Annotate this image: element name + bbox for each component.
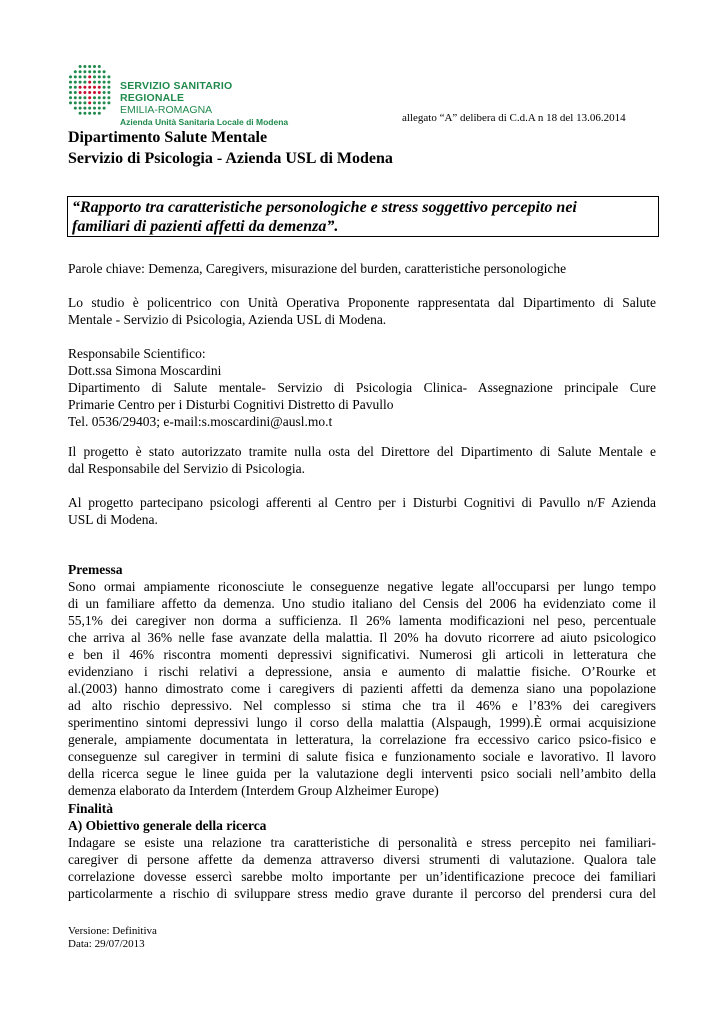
premessa-line: Sono ormai ampiamente riconosciute le conseguenze negative legate all'occuparsi per lungo tempo: [68, 579, 656, 594]
premessa-line: di un familiare affetto da demenza. Uno studio italiano del Censis del 2006 ha evidenziato come il: [68, 596, 656, 611]
authorized-paragraph: [68, 443, 656, 477]
logo-dot: [79, 101, 82, 104]
logo-dot: [88, 86, 91, 89]
responsible-contact: Tel. 0536/29403; e-mail:s.moscardini@ausl.mo.t: [68, 414, 333, 429]
premessa-heading: Premessa: [68, 562, 123, 577]
logo-dot: [103, 70, 106, 73]
logo-dot: [93, 107, 96, 110]
finalita-heading: Finalità: [68, 801, 114, 816]
logo-dot: [103, 86, 106, 89]
logo-dot: [107, 75, 110, 78]
premessa-line: al.(2003) hanno dimostrato come i caregivers di pazienti affetti da demenza siano una popolazione: [68, 681, 656, 696]
logo-dot: [79, 75, 82, 78]
logo-dot: [103, 107, 106, 110]
logo-dot: [107, 96, 110, 99]
premessa-line: sperimentino sintomi depressivi lungo il corso della malattia (Alspaugh, 1999).È ormai acquisizione: [68, 715, 656, 730]
logo-dot: [98, 65, 101, 68]
logo-dot: [93, 91, 96, 94]
logo-dot: [79, 81, 82, 84]
logo-dot: [83, 91, 86, 94]
premessa-line: evidenziano i rischi relativi a depressione, ansia e aumento di malattie fisiche. O’Rourke et: [68, 664, 656, 679]
participants-line-2: USL di Modena.: [68, 512, 158, 527]
logo-dot: [103, 75, 106, 78]
logo-dot: [103, 101, 106, 104]
finalita-line: correlazione dovesse essercì sarebbe molto importante per un’identificazione precoce dei familiari: [68, 869, 656, 884]
premessa-line: ad alto rischio depressivo. Nel complesso si stima che tra il 46% e l’83% dei caregivers: [68, 698, 656, 713]
department-line-1: Dipartimento Salute Mentale: [68, 129, 268, 146]
finalita-subheading: A) Obiettivo generale della ricerca: [68, 818, 267, 833]
study-paragraph: [68, 294, 656, 328]
responsible-line-1: Dipartimento di Salute mentale- Servizio di Psicologia Clinica- Assegnazione principale Cure: [68, 380, 656, 395]
logo-dot: [69, 101, 72, 104]
premessa-line: che arriva al 36% nelle fase avanzate della malattia. Il 20% ha dovuto ricorrere ad aiuto psicologico: [68, 630, 656, 645]
keywords: [68, 260, 656, 277]
finalita-line: caregiver di persone affette da demenza attraverso diversi strumenti di valutazione. Qualora tale: [68, 852, 656, 867]
logo-dot: [93, 75, 96, 78]
finalita-line: particolarmente a rischio di sviluppare stress medio grave durante il percorso del prendersi cura del: [68, 886, 656, 901]
logo-dot: [79, 112, 82, 115]
logo-dot: [107, 86, 110, 89]
logo-dot: [93, 96, 96, 99]
logo-dot: [83, 101, 86, 104]
logo-dot: [93, 101, 96, 104]
responsible-line-2: Primarie Centro per i Disturbi Cognitivi Distretto di Pavullo: [68, 397, 394, 412]
logo-dot: [98, 91, 101, 94]
participants-paragraph: [68, 494, 656, 528]
logo-dot: [69, 96, 72, 99]
dot-grid-logo-icon: [68, 64, 112, 116]
logo-dot: [107, 101, 110, 104]
responsible-name: Dott.ssa Simona Moscardini: [68, 363, 222, 378]
logo-dot: [98, 86, 101, 89]
logo-dot: [88, 112, 91, 115]
footer-date: Data: 29/07/2013: [68, 938, 145, 950]
premessa-line: e ben il 46% riscontra momenti depressivi significativi. Numerosi gli articoli in letteratura che: [68, 647, 656, 662]
logo-dot: [79, 107, 82, 110]
logo-dot: [93, 86, 96, 89]
study-title-line-1: “Rapporto tra caratteristiche personologiche e stress soggettivo percepito nei: [72, 199, 577, 216]
keywords-text: Parole chiave: Demenza, Caregivers, misurazione del burden, caratteristiche personologiche: [68, 261, 567, 276]
logo-text: [120, 80, 298, 128]
participants-line-1: Al progetto partecipano psicologi afferenti al Centro per i Disturbi Cognitivi di Pavullo n/F Azienda: [68, 495, 656, 510]
logo-dot: [93, 112, 96, 115]
finalita-section: [68, 800, 656, 902]
logo-dot: [79, 65, 82, 68]
logo-dot: [98, 96, 101, 99]
logo-line-3: Azienda Unità Sanitaria Locale di Modena: [120, 117, 289, 127]
logo-dot: [74, 101, 77, 104]
premessa-line: generale, ampiamente documentata in letteratura, la correlazione fra eccessivo carico psico-fisico e: [68, 732, 656, 747]
premessa-line: della ricerca segue le linee guida per la valutazione degli interventi psico sociali nell’ambito della: [68, 766, 656, 781]
logo-dot: [98, 101, 101, 104]
logo-dot: [83, 75, 86, 78]
logo-dot: [107, 81, 110, 84]
logo-dot: [83, 70, 86, 73]
logo-dot: [88, 75, 91, 78]
logo-dot: [88, 107, 91, 110]
logo-dot: [69, 75, 72, 78]
logo-dot: [103, 96, 106, 99]
authorized-line-2: dal Responsabile del Servizio di Psicologia.: [68, 461, 305, 476]
responsible-paragraph: [68, 345, 656, 430]
logo-dot: [88, 65, 91, 68]
logo-dot: [93, 70, 96, 73]
study-line-2: Mentale - Servizio di Psicologia, Azienda USL di Modena.: [68, 312, 387, 327]
logo-dot: [88, 70, 91, 73]
authorized-line-1: Il progetto è stato autorizzato tramite nulla osta del Direttore del Dipartimento di Salute Mentale e: [68, 444, 656, 459]
finalita-line: Indagare se esiste una relazione tra caratteristiche di personalità e stress percepito nei familiari-: [68, 835, 656, 850]
study-title-box: [67, 196, 659, 237]
logo-dot: [103, 91, 106, 94]
premessa-line: 55,1% dei caregiver non dorma a sufficienza. Il 26% lamenta modificazioni nel peso, percentuale: [68, 613, 656, 628]
logo-dot: [79, 96, 82, 99]
logo-dot: [107, 91, 110, 94]
logo-dot: [88, 101, 91, 104]
logo-dot: [83, 112, 86, 115]
logo-dot: [74, 91, 77, 94]
footer-version: Versione: Definitiva: [68, 925, 157, 937]
logo-dot: [103, 81, 106, 84]
logo-dot: [98, 70, 101, 73]
allegato-note: allegato “A” delibera di C.d.A n 18 del 13.06.2014: [402, 112, 626, 124]
logo-dot: [69, 81, 72, 84]
responsible-label: Responsabile Scientifico:: [68, 346, 206, 361]
logo-dot: [74, 96, 77, 99]
logo-dot: [83, 86, 86, 89]
logo-dot: [79, 91, 82, 94]
logo-dot: [98, 112, 101, 115]
logo-dot: [74, 75, 77, 78]
logo-dot: [79, 86, 82, 89]
premessa-line: conseguenze sul caregiver in termini di salute fisica e funzionamento sociale e lavorativo. Il lavoro: [68, 749, 656, 764]
logo-dot: [83, 81, 86, 84]
ssr-logo: [68, 62, 298, 127]
logo-dot: [88, 96, 91, 99]
study-title-line-2: familiari di pazienti affetti da demenza”.: [72, 218, 339, 235]
department-line-2: Servizio di Psicologia - Azienda USL di Modena: [68, 150, 393, 167]
premessa-last-line: demenza elaborato da Interdem (Interdem Group Alzheimer Europe): [68, 783, 439, 798]
logo-dot: [98, 107, 101, 110]
department-heading: [68, 127, 393, 169]
logo-dot: [88, 91, 91, 94]
logo-dot: [74, 70, 77, 73]
logo-dot: [69, 91, 72, 94]
logo-dot: [98, 75, 101, 78]
study-line-1: Lo studio è policentrico con Unità Operativa Proponente rappresentata dal Dipartimento di Salute: [68, 295, 656, 310]
logo-dot: [88, 81, 91, 84]
page-footer: [68, 925, 157, 951]
logo-dot: [93, 81, 96, 84]
logo-line-1: SERVIZIO SANITARIO REGIONALE: [120, 80, 233, 104]
logo-line-2: EMILIA-ROMAGNA: [120, 104, 213, 116]
logo-dot: [83, 107, 86, 110]
logo-dot: [83, 96, 86, 99]
logo-dot: [69, 86, 72, 89]
logo-dot: [93, 65, 96, 68]
logo-dot: [74, 107, 77, 110]
logo-dot: [83, 65, 86, 68]
logo-dot: [79, 70, 82, 73]
logo-dot: [98, 81, 101, 84]
logo-dot: [74, 81, 77, 84]
logo-dot: [74, 86, 77, 89]
premessa-section: [68, 561, 656, 799]
